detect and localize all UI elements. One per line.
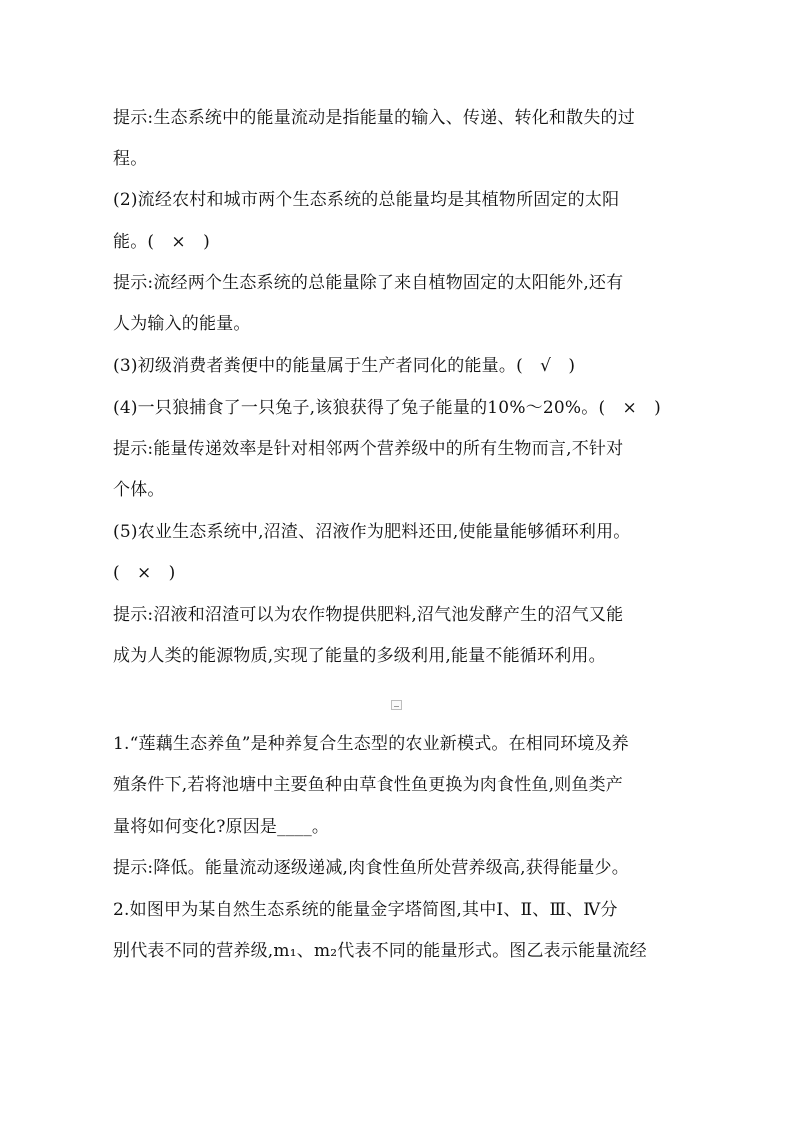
text-line: 别代表不同的营养级,m₁、m₂代表不同的能量形式。图乙表示能量流经	[113, 941, 647, 961]
text-line: 提示:能量传递效率是针对相邻两个营养级中的所有生物而言,不针对	[113, 439, 624, 459]
text-line: 程。	[113, 149, 148, 169]
text-line: 个体。	[113, 480, 165, 500]
text-line: (2)流经农村和城市两个生态系统的总能量均是其植物所固定的太阳	[113, 190, 620, 210]
text-line: 2.如图甲为某自然生态系统的能量金字塔简图,其中Ⅰ、Ⅱ、Ⅲ、Ⅳ分	[113, 900, 618, 920]
text-line: 1.“莲藕生态养鱼”是种养复合生态型的农业新模式。在相同环境及养	[113, 734, 630, 754]
text-line: 提示:生态系统中的能量流动是指能量的输入、传递、转化和散失的过	[113, 108, 635, 128]
text-line: 人为输入的能量。	[113, 314, 251, 334]
text-line: 成为人类的能源物质,实现了能量的多级利用,能量不能循环利用。	[113, 646, 606, 666]
text-line: 提示:流经两个生态系统的总能量除了来自植物固定的太阳能外,还有	[113, 273, 624, 293]
text-line: 提示:沼液和沼渣可以为农作物提供肥料,沼气池发酵产生的沼气又能	[113, 605, 624, 625]
text-line: 量将如何变化?原因是____。	[113, 817, 330, 837]
text-line: (4)一只狼捕食了一只兔子,该狼获得了兔子能量的10%～20%。( × )	[113, 398, 661, 418]
text-line: (3)初级消费者粪便中的能量属于生产者同化的能量。( √ )	[113, 356, 576, 376]
text-line: ( × )	[113, 563, 176, 583]
image-placeholder-icon	[391, 700, 402, 710]
text-line: 提示:降低。能量流动逐级递减,肉食性鱼所处营养级高,获得能量少。	[113, 858, 629, 878]
text-line: 能。( × )	[113, 232, 210, 252]
text-line: 殖条件下,若将池塘中主要鱼种由草食性鱼更换为肉食性鱼,则鱼类产	[113, 775, 624, 795]
text-line: (5)农业生态系统中,沼渣、沼液作为肥料还田,使能量能够循环利用。	[113, 522, 631, 542]
